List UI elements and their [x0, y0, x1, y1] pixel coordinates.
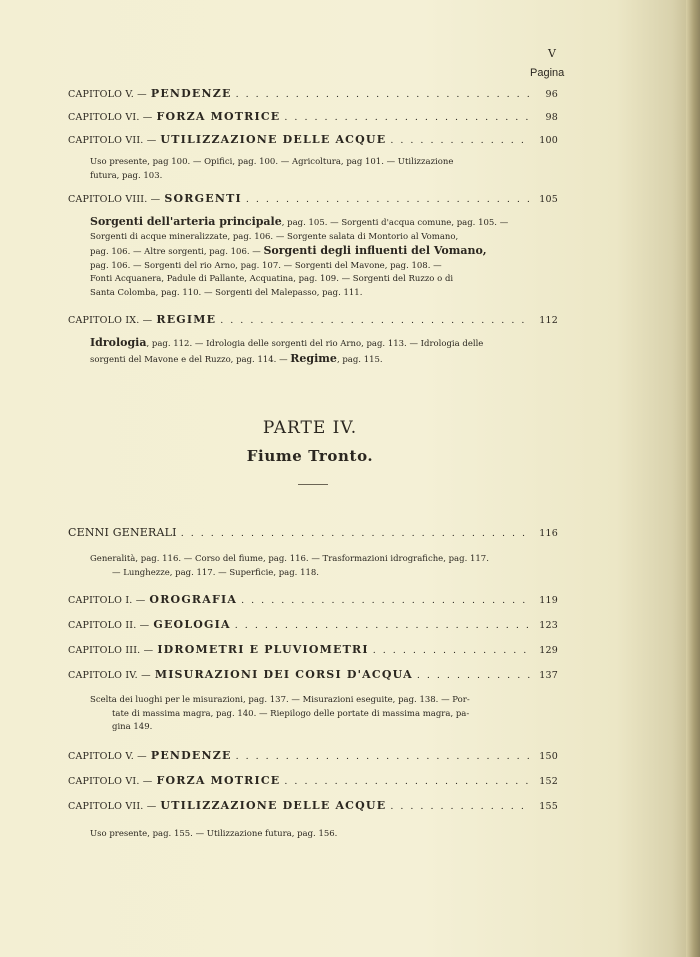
desc-text: , pag. 115. — [336, 354, 383, 365]
toc-entry — [68, 87, 558, 103]
toc-entry — [68, 593, 558, 609]
leader-dots — [241, 595, 530, 606]
pagina-label: Pagina — [530, 67, 565, 79]
desc-line — [90, 215, 530, 231]
section-description — [90, 553, 530, 580]
toc-entry — [68, 749, 558, 765]
page-ref: 129 — [539, 645, 558, 656]
leader-dots — [246, 194, 530, 205]
chapter-description — [90, 156, 530, 183]
chapter-title: PENDENZE — [150, 749, 232, 762]
toc-entry — [68, 618, 558, 634]
desc-line: Sorgenti di acque mineralizzate, pag. 106. — Sorgente salata di Montorio al Vomano, — [90, 231, 459, 242]
page-ref: 137 — [539, 670, 558, 681]
desc-line: pag. 106. — Sorgenti del rio Arno, pag. 107. — Sorgenti del Mavone, pag. 108. — — [90, 260, 442, 271]
toc-entry — [68, 192, 558, 208]
desc-line — [90, 244, 530, 260]
leader-dots — [181, 528, 530, 539]
page-ref: 98 — [545, 112, 558, 123]
leader-dots — [220, 315, 530, 326]
toc-entry — [68, 799, 558, 815]
chapter-title: IDROMETRI E PLUVIOMETRI — [157, 643, 369, 656]
chapter-label: CAPITOLO V. — — [68, 89, 147, 100]
bold-term: Regime — [290, 351, 337, 365]
page-ref: 100 — [539, 135, 558, 146]
desc-text: , pag. 105. — Sorgenti d'acqua comune, pag. 105. — — [281, 218, 509, 228]
desc-text: , pag. 112. — Idrologia delle sorgenti del rio Arno, pag. 113. — Idrologia delle — [146, 339, 484, 349]
chapter-title: OROGRAFIA — [149, 593, 238, 606]
toc-entry — [68, 110, 558, 126]
chapter-label: CAPITOLO V. — — [68, 751, 147, 762]
chapter-label: CAPITOLO VII. — — [68, 135, 157, 146]
desc-text: sorgenti del Mavone e del Ruzzo, pag. 114. — — [90, 354, 291, 365]
chapter-title: UTILIZZAZIONE DELLE ACQUE — [160, 133, 387, 146]
chapter-description — [90, 694, 530, 735]
chapter-label: CAPITOLO II. — — [68, 620, 150, 631]
chapter-title: UTILIZZAZIONE DELLE ACQUE — [160, 799, 387, 812]
chapter-description — [90, 336, 530, 367]
chapter-description — [90, 215, 530, 300]
toc-entry — [68, 643, 558, 659]
bold-term: Idrologia — [90, 336, 147, 349]
chapter-label: CAPITOLO VIII. — — [68, 194, 161, 205]
part-heading: PARTE IV. — [262, 418, 358, 438]
chapter-label: CAPITOLO VI. — — [68, 112, 153, 123]
toc-entry — [68, 668, 558, 684]
page-ref: 150 — [539, 751, 558, 762]
chapter-label: CAPITOLO I. — — [68, 595, 146, 606]
toc-entry — [68, 774, 558, 790]
chapter-label: CAPITOLO IV. — — [68, 670, 151, 681]
page-edge — [686, 0, 700, 957]
desc-line: gina 149. — [112, 722, 153, 732]
page-ref: 112 — [539, 315, 558, 326]
desc-line: Santa Colomba, pag. 110. — Sorgenti del Malepasso, pag. 111. — [90, 287, 363, 298]
chapter-title: MISURAZIONI DEI CORSI D'ACQUA — [154, 668, 413, 681]
chapter-title: PENDENZE — [150, 87, 232, 100]
page-ref: 123 — [539, 620, 558, 631]
bold-term: Sorgenti degli influenti del Vomano, — [263, 244, 487, 257]
page-ref: 152 — [539, 776, 558, 787]
desc-line — [90, 336, 530, 352]
leader-dots — [390, 135, 530, 146]
desc-line: Uso presente, pag. 155. — Utilizzazione futura, pag. 156. — [90, 829, 338, 839]
chapter-label: CAPITOLO VI. — — [68, 776, 153, 787]
desc-line — [90, 352, 530, 368]
page-ref: 119 — [539, 595, 558, 606]
chapter-title: FORZA MOTRICE — [156, 774, 281, 787]
section-label: CENNI GENERALI — [68, 526, 177, 539]
desc-line: Generalità, pag. 116. — Corso del fiume, pag. 116. — Trasformazioni idrografiche, pag. 117. — [90, 554, 489, 564]
page-number: V — [548, 47, 556, 60]
desc-text: pag. 106. — Altre sorgenti, pag. 106. — — [90, 247, 264, 257]
chapter-title: SORGENTI — [164, 192, 242, 205]
chapter-title: FORZA MOTRICE — [156, 110, 281, 123]
chapter-label: CAPITOLO VII. — — [68, 801, 157, 812]
chapter-label: CAPITOLO IX. — — [68, 315, 153, 326]
page-ref: 96 — [545, 89, 558, 100]
chapter-label: CAPITOLO III. — — [68, 645, 154, 656]
toc-entry — [68, 133, 558, 149]
leader-dots — [417, 670, 530, 681]
chapter-title: GEOLOGIA — [153, 618, 231, 631]
chapter-description — [90, 828, 530, 842]
leader-dots — [236, 89, 530, 100]
page-ref: 116 — [539, 528, 558, 539]
leader-dots — [390, 801, 530, 812]
toc-entry — [68, 526, 558, 542]
page-ref: 155 — [539, 801, 558, 812]
desc-line: futura, pag. 103. — [90, 170, 163, 181]
leader-dots — [284, 112, 530, 123]
bold-term: Sorgenti dell'arteria principale — [90, 215, 282, 228]
leader-dots — [236, 751, 530, 762]
chapter-title: REGIME — [156, 313, 217, 326]
toc-entry — [68, 313, 558, 329]
river-heading: Fiume Tronto. — [246, 447, 374, 465]
desc-line: — Lunghezze, pag. 117. — Superficie, pag. 118. — [112, 567, 320, 578]
divider — [298, 484, 328, 485]
desc-line: Scelta dei luoghi per le misurazioni, pag. 137. — Misurazioni eseguite, pag. 138. — Por- — [90, 695, 470, 705]
page-ref: 105 — [539, 194, 558, 205]
leader-dots — [284, 776, 530, 787]
leader-dots — [235, 620, 530, 631]
leader-dots — [373, 645, 530, 656]
desc-line: Uso presente, pag 100. — Opifici, pag. 100. — Agricoltura, pag 101. — Utilizzazione — [90, 157, 454, 167]
desc-line: Fonti Acquanera, Padule di Pallante, Acquatina, pag. 109. — Sorgenti del Ruzzo o di — [90, 274, 454, 284]
desc-line: tate di massima magra, pag. 140. — Riepilogo delle portate di massima magra, pa- — [112, 708, 470, 719]
